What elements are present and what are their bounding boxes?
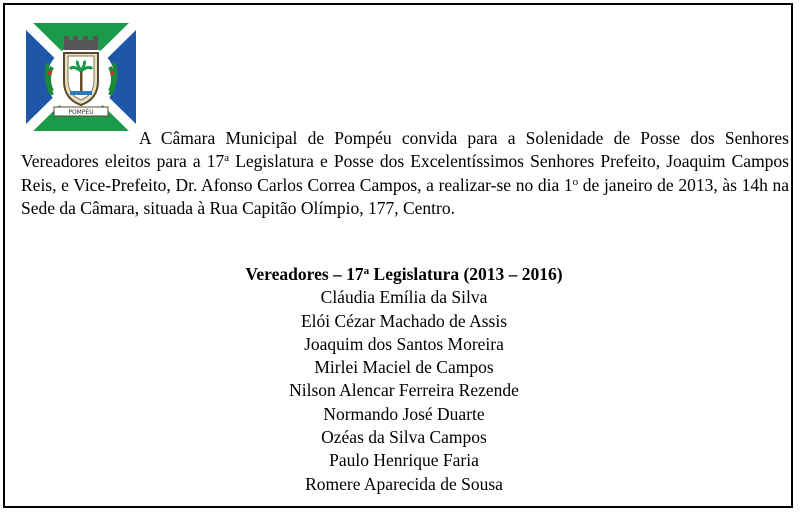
vereadores-title [5, 263, 800, 286]
document-frame [3, 3, 793, 508]
day-ordinal-suffix: o [572, 175, 579, 188]
vereador-name: Cláudia Emília da Silva [320, 287, 488, 308]
vereador-name: Romere Aparecida de Sousa [305, 473, 503, 494]
invitation-text-part2: Legislatura e Posse dos Excelentíssimos Senhores Prefeito, Joaquim Campos Reis, e Vice-Prefeito, Dr. Afonso Carlos Correa Campos, a realizar-se no dia 1 [21, 151, 789, 195]
municipal-flag-icon [26, 23, 136, 131]
vereador-name: Normando José Duarte [323, 403, 485, 424]
vereadores-title-ordinal: a [363, 265, 370, 277]
svg-text:POMPÉU: POMPÉU [68, 109, 94, 116]
vereador-name: Elói Cézar Machado de Assis [300, 310, 508, 331]
vereador-name: Mirlei Maciel de Campos [314, 357, 494, 378]
vereador-name: Paulo Henrique Faria [329, 450, 479, 471]
vereadores-title-prefix: Vereadores – 17 [245, 264, 364, 284]
invitation-text-part1: A Câmara Municipal de Pompéu convida para a Solenidade de Posse dos Senhores Vereadores eleitos para a 17 [21, 128, 789, 172]
vereadores-list [5, 286, 800, 496]
ordinal-suffix: a [224, 152, 230, 165]
vereadores-title-rest: Legislatura (2013 – 2016) [369, 264, 563, 284]
invitation-paragraph [21, 127, 789, 220]
vereador-name: Nilson Alencar Ferreira Rezende [289, 380, 519, 401]
vereadores-section [5, 263, 800, 496]
vereador-name: Ozéas da Silva Campos [321, 427, 487, 448]
invitation-text-part3: de janeiro de 2013, às 14h na Sede da Câmara, situada à Rua Capitão Olímpio, 177, Centro. [21, 174, 789, 218]
vereador-name: Joaquim dos Santos Moreira [304, 333, 504, 354]
